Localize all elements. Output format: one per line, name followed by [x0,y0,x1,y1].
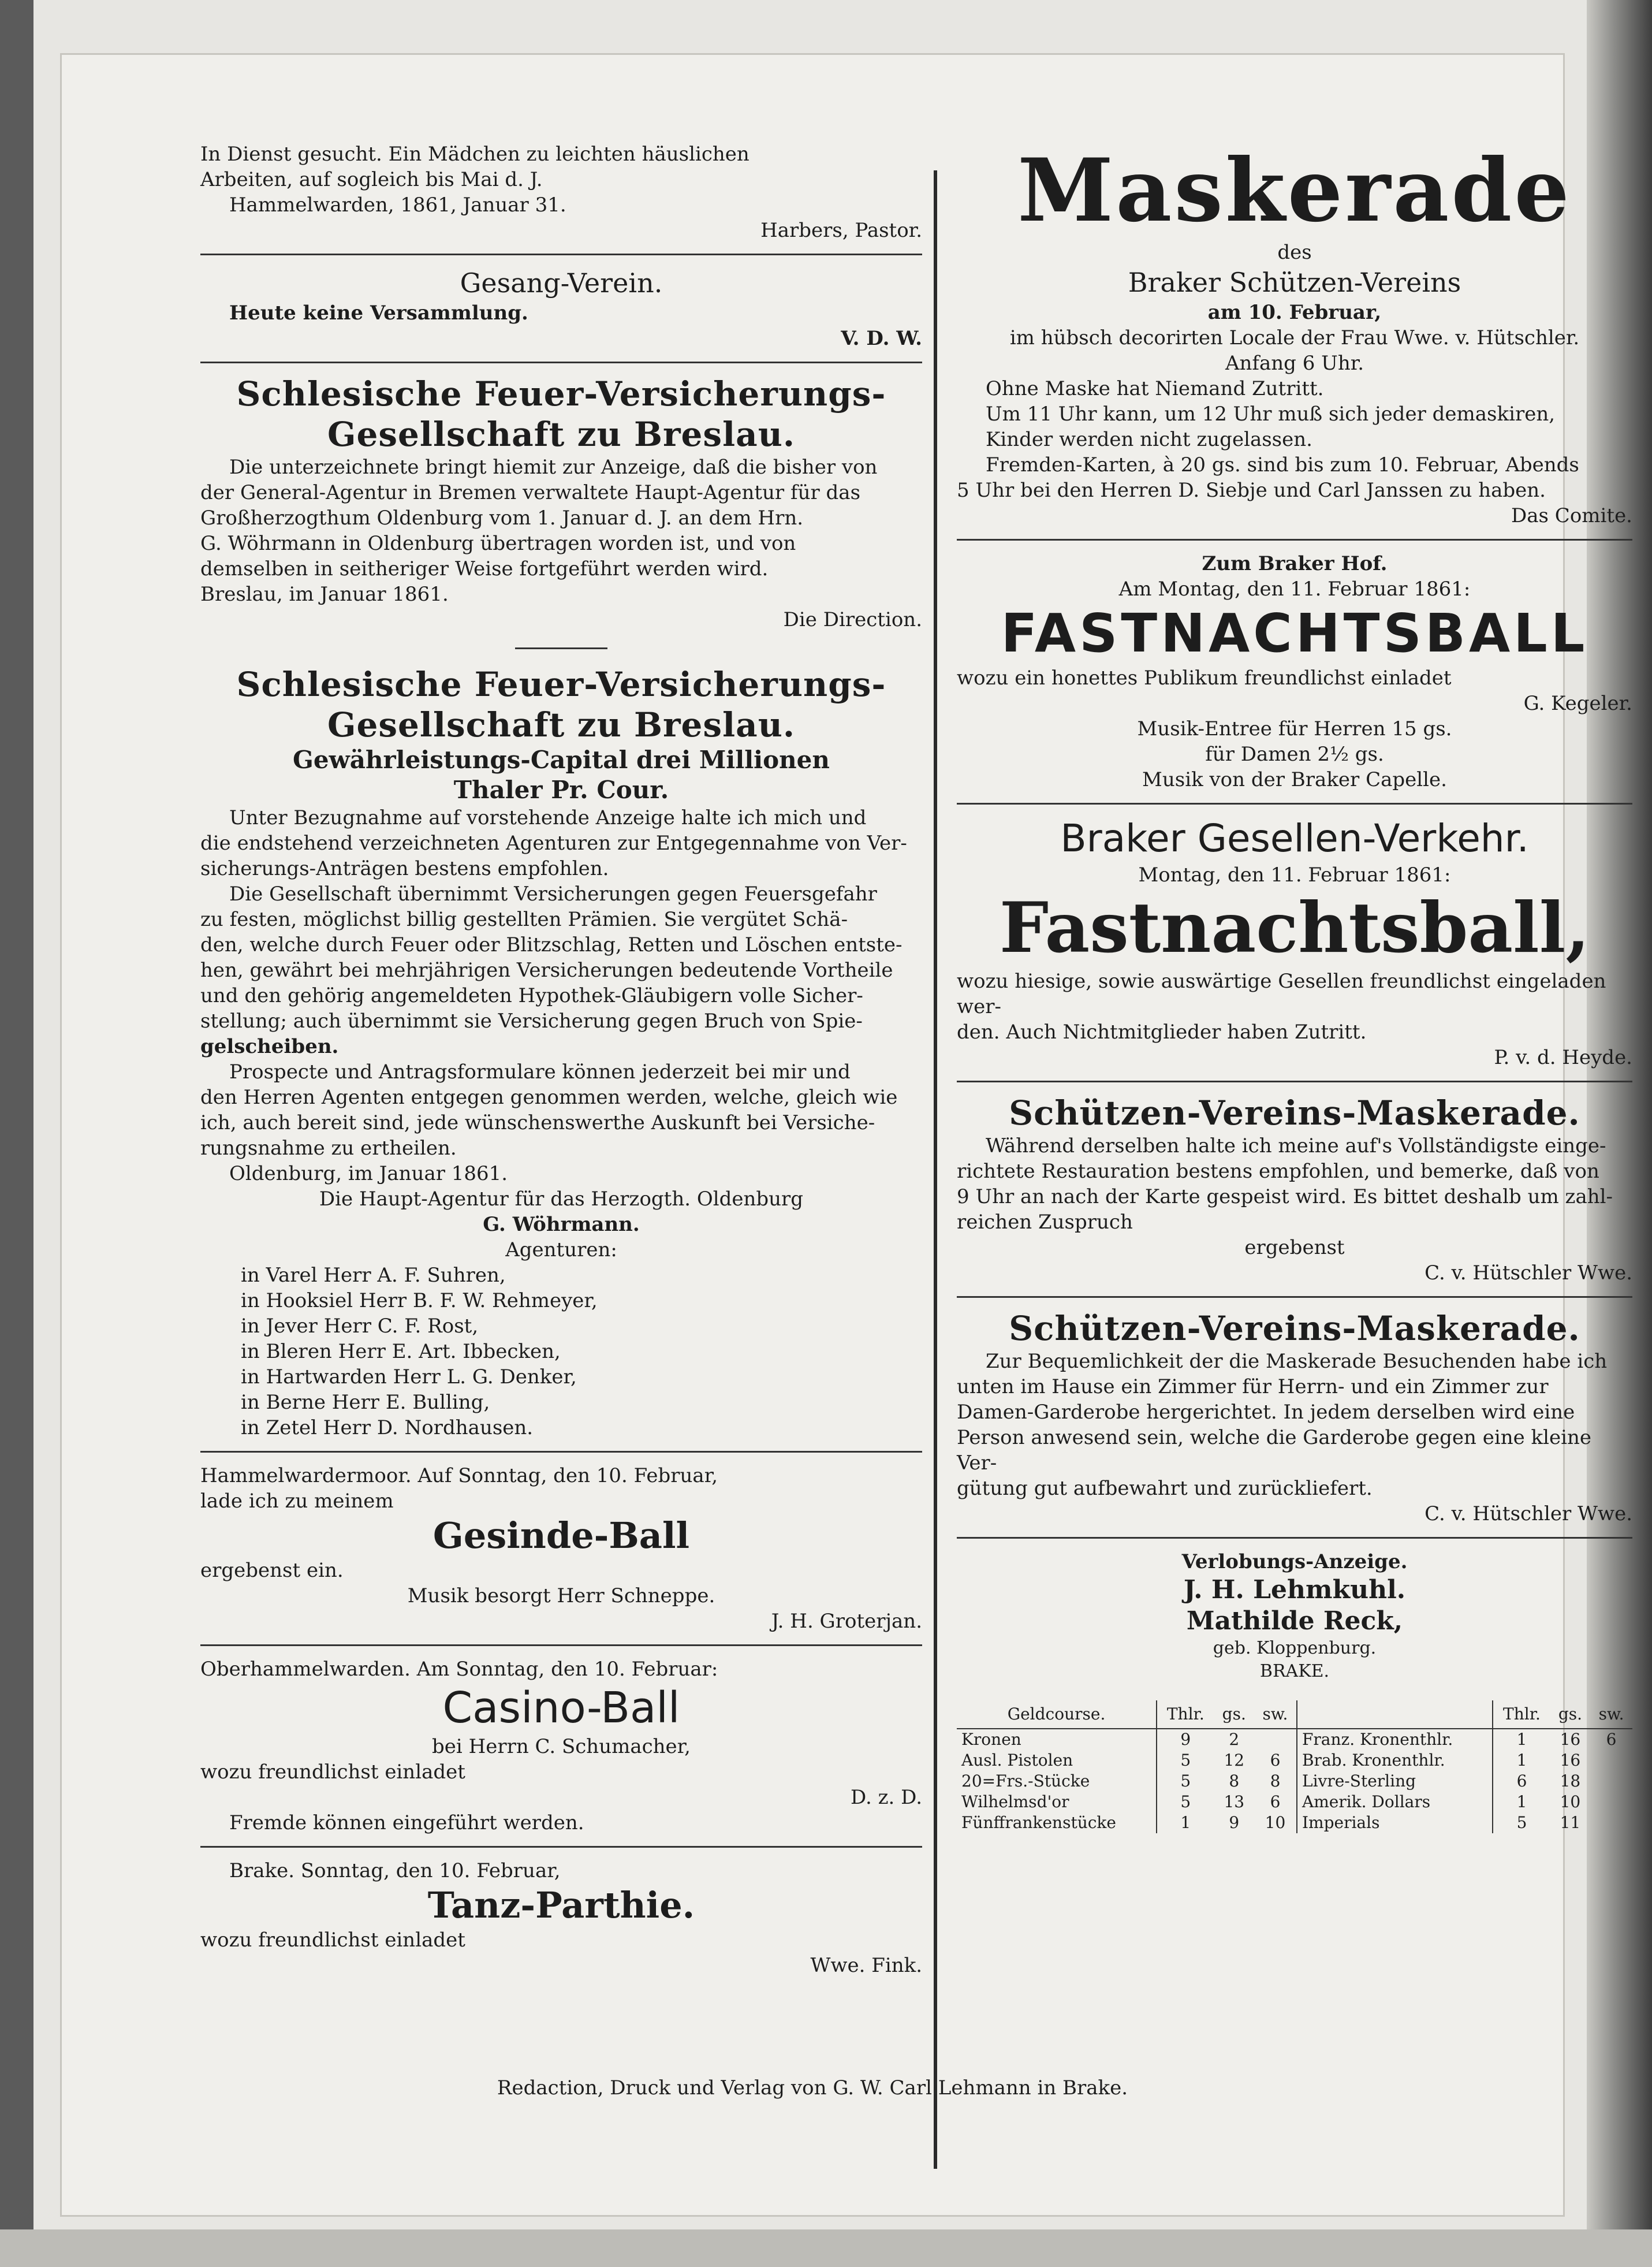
agents-list [200,1263,922,1440]
ad-gesinde-ball [200,1463,922,1634]
text-line: Um 11 Uhr kann, um 12 Uhr muß sich jeder demaskiren, [986,403,1556,426]
ad-title: Verlobungs-Anzeige. [1181,1550,1408,1573]
text-line: reichen Zuspruch [957,1211,1133,1234]
ad-title: Maskerade [1017,140,1572,241]
rule [200,254,922,255]
text-line: In Dienst gesucht. Ein Mädchen zu leichten häuslichen [200,143,749,166]
rule [957,1537,1632,1539]
signature: D. z. D. [850,1786,922,1809]
list-item: in Jever Herr C. F. Rost, [241,1315,479,1338]
rule [200,1644,922,1646]
table-cell: Imperials [1297,1812,1493,1833]
rule [957,539,1632,541]
table-row [957,1792,1632,1812]
footer-imprint: Redaction, Druck und Verlag von G. W. Carl Lehmann in Brake. [497,2076,1128,2100]
text-line: die endstehend verzeichneten Agenturen zur Entgegennahme von Ver- [200,832,907,855]
table-header: Thlr. [1157,1700,1214,1729]
table-cell: 1 [1493,1792,1550,1812]
newspaper-page [60,53,1632,2217]
text-line: sicherungs-Anträgen bestens empfohlen. [200,857,609,880]
table-cell: 5 [1157,1771,1214,1792]
subtitle: Thaler Pr. Cour. [453,776,669,804]
text-line: Hammelwarden, 1861, Januar 31. [229,193,566,217]
text-line: Die Gesellschaft übernimmt Versicherungen gegen Feuersgefahr [229,883,877,906]
table-header: gs. [1214,1700,1254,1729]
signature: Die Direction. [783,608,922,631]
text-line: bei Herrn C. Schumacher, [432,1735,691,1758]
text-line: lade ich zu meinem [200,1490,394,1513]
ad-schlesische-2 [200,664,922,1440]
text-line: im hübsch decorirten Locale der Frau Wwe. v. Hütschler. [1009,326,1580,349]
table-cell: Fünffrankenstücke [961,1813,1116,1832]
text-line: ich, auch bereit sind, jede wünschenswerthe Auskunft bei Versiche- [200,1111,875,1134]
table-cell [1590,1792,1632,1812]
ad-subtitle: Braker Schützen-Vereins [1128,267,1461,298]
table-cell: Kronen [961,1730,1021,1749]
table-cell: 8 [1229,1771,1240,1790]
text-line: den, welche durch Feuer oder Blitzschlag, Retten und Löschen entste- [200,933,903,956]
table-cell: 6 [1270,1751,1281,1770]
signature: C. v. Hütschler Wwe. [1424,1261,1632,1285]
text-line: Oberhammelwarden. Am Sonntag, den 10. Februar: [200,1658,718,1681]
table-header [1297,1700,1493,1729]
ad-title: Casino-Ball [442,1683,680,1733]
text-line: Heute keine Versammlung. [229,301,528,325]
left-column [200,142,922,1983]
table-cell: 6 [1606,1730,1617,1749]
table-header: Thlr. [1493,1700,1550,1729]
ad-casino-ball [200,1656,922,1836]
table-row [957,1729,1632,1750]
table-cell: 5 [1157,1792,1214,1812]
ad-title: Schlesische Feuer-Versicherungs- [236,374,886,414]
text-line: stellung; auch übernimmt sie Versicherung gegen Bruch von Spie- [200,1010,863,1033]
text-line: Musik besorgt Herr Schneppe. [407,1584,715,1607]
text-line: wozu freundlichst einladet [200,1760,465,1784]
table-header: sw. [1254,1700,1297,1729]
rule [957,803,1632,805]
text-line: rungsnahme zu ertheilen. [200,1137,457,1160]
ad-title: Tanz-Parthie. [427,1884,695,1926]
ad-title: Gesellschaft zu Breslau. [327,705,796,745]
list-item: in Bleren Herr E. Art. Ibbecken, [241,1340,561,1363]
table-cell: Wilhelmsd'or [961,1792,1069,1811]
right-column [957,142,1632,1838]
text-line: Prospecte und Antragsformulare können jederzeit bei mir und [229,1060,851,1084]
signature: Das Comite. [1511,504,1632,527]
text-line: zu festen, möglichst billig gestellten Prämien. Sie vergütet Schä- [200,908,848,931]
text-line: Hammelwardermoor. Auf Sonntag, den 10. Februar, [200,1464,718,1487]
table-cell: 10 [1560,1792,1581,1811]
signature: C. v. Hütschler Wwe. [1424,1502,1632,1525]
ad-schlesische-1 [200,374,922,632]
table-cell: 6 [1493,1771,1550,1792]
text-line: 9 Uhr an nach der Karte gespeist wird. Es bittet deshalb um zahl- [957,1185,1613,1208]
table-row [957,1771,1632,1792]
text-line: Montag, den 11. Februar 1861: [1138,863,1451,887]
list-item: in Zetel Herr D. Nordhausen. [241,1416,534,1439]
ad-braker-hof [957,551,1632,792]
table-cell: 5 [1157,1750,1214,1771]
signature: V. D. W. [841,327,922,350]
table-cell [1590,1771,1632,1792]
text-line: Arbeiten, auf sogleich bis Mai d. J. [200,168,543,191]
table-cell [1590,1812,1632,1833]
table-cell: 20=Frs.-Stücke [961,1771,1090,1790]
rule [957,1296,1632,1298]
ad-verlobung [957,1549,1632,1683]
text-line: Breslau, im Januar 1861. [200,583,449,606]
text-line: Oldenburg, im Januar 1861. [229,1162,508,1185]
column-divider [934,170,937,2169]
text-line: richtete Restauration bestens empfohlen, und bemerke, daß von [957,1160,1599,1183]
rates-table [957,1700,1632,1833]
list-item: in Hartwarden Herr L. G. Denker, [241,1365,577,1389]
rule [200,362,922,363]
text-line: Während derselben halte ich meine auf's Vollständigste einge- [986,1134,1606,1157]
text-line: Fremden-Karten, à 20 gs. sind bis zum 10. Februar, Abends [986,453,1579,477]
ad-gesellen [957,815,1632,1070]
ad-dienst [200,142,922,243]
text-line: Anfang 6 Uhr. [1225,352,1364,375]
table-cell: 9 [1157,1729,1214,1750]
table-cell: 9 [1229,1813,1240,1832]
text-line: ergebenst [1244,1236,1345,1259]
table-cell [1254,1729,1297,1750]
text-line: gütung gut aufbewahrt und zurückliefert. [957,1477,1373,1500]
table-cell: 18 [1560,1771,1581,1790]
table-header: sw. [1590,1700,1632,1729]
text-line: Ohne Maske hat Niemand Zutritt. [986,377,1324,400]
text-line: Brake. Sonntag, den 10. Februar, [229,1859,561,1882]
table-cell: Brab. Kronenthlr. [1297,1750,1493,1771]
text-line: 5 Uhr bei den Herren D. Siebje und Carl Janssen zu haben. [957,479,1546,502]
text-line: den. Auch Nichtmitglieder haben Zutritt. [957,1021,1367,1044]
text-line: Musik-Entree für Herren 15 gs. [1137,717,1452,740]
ad-title: Schützen-Vereins-Maskerade. [1009,1309,1580,1348]
signature: Harbers, Pastor. [760,219,922,242]
text-line: Zum Braker Hof. [1202,552,1388,575]
text-line: für Damen 2½ gs. [1205,743,1384,766]
text-line: G. Wöhrmann in Oldenburg übertragen worden ist, und von [200,532,796,555]
text-line: Person anwesend sein, welche die Garderobe gegen eine kleine Ver- [957,1426,1592,1475]
table-cell: Ausl. Pistolen [961,1751,1073,1770]
name: J. H. Lehmkuhl. [1183,1575,1406,1605]
ad-title-large: Fastnachtsball, [999,887,1590,969]
ad-maskerade [957,142,1632,528]
text-line: der General-Agentur in Bremen verwaltete Haupt-Agentur für das [200,481,861,504]
signature: J. H. Groterjan. [771,1610,922,1633]
ad-title: Gesang-Verein. [460,267,663,299]
text-line: Kinder werden nicht zugelassen. [986,428,1312,451]
table-header: Geldcourse. [957,1700,1157,1729]
table-cell [1590,1750,1632,1771]
table-row [957,1750,1632,1771]
ad-schuetzen-2 [957,1308,1632,1527]
ad-title: Schlesische Feuer-Versicherungs- [236,665,886,704]
place: BRAKE. [1259,1661,1330,1681]
ad-schuetzen-1 [957,1093,1632,1286]
signature: G. Wöhrmann. [483,1213,640,1236]
table-cell: 1 [1493,1750,1550,1771]
text-line: Unter Bezugnahme auf vorstehende Anzeige halte ich mich und [229,806,867,829]
rule [957,1081,1632,1082]
text-line: den Herren Agenten entgegen genommen werden, welche, gleich wie [200,1086,898,1109]
list-item: in Berne Herr E. Bulling, [241,1391,490,1414]
table-cell: 1 [1493,1729,1550,1750]
text-line: geb. Kloppenburg. [1213,1638,1377,1658]
text-line: wozu hiesige, sowie auswärtige Gesellen freundlichst eingeladen wer- [957,970,1606,1018]
ad-title: Schützen-Vereins-Maskerade. [1009,1093,1580,1133]
table-cell: 6 [1270,1792,1281,1811]
text-line: Zur Bequemlichkeit der die Maskerade Besuchenden habe ich [986,1350,1608,1373]
table-row [957,1812,1632,1833]
table-cell: 13 [1224,1792,1245,1811]
text-line: gelscheiben. [200,1035,339,1058]
text-line: wozu freundlichst einladet [200,1929,465,1952]
table-cell: 16 [1560,1751,1581,1770]
table-cell: Franz. Kronenthlr. [1297,1729,1493,1750]
scan-bottom [0,2229,1652,2267]
ad-title: Gesinde-Ball [432,1514,690,1557]
signature: Wwe. Fink. [810,1954,922,1977]
list-item: in Varel Herr A. F. Suhren, [241,1264,506,1287]
rule [515,647,607,649]
text-line: wozu ein honettes Publikum freundlichst einladet [957,667,1452,690]
text-line: hen, gewährt bei mehrjährigen Versicherungen bedeutende Vortheile [200,959,893,982]
text-line: Großherzogthum Oldenburg vom 1. Januar d. J. an dem Hrn. [200,507,804,530]
ad-title: FASTNACHTSBALL [1001,602,1588,664]
text-line: Die unterzeichnete bringt hiemit zur Anzeige, daß die bisher von [229,456,878,479]
table-cell: Amerik. Dollars [1297,1792,1493,1812]
text-line: ergebenst ein. [200,1559,344,1582]
table-cell: 8 [1270,1771,1281,1790]
geldcourse-table [957,1700,1632,1833]
table-cell: 10 [1265,1813,1286,1832]
signature: P. v. d. Heyde. [1494,1046,1632,1069]
text-line: Musik von der Braker Capelle. [1142,768,1447,791]
name: Mathilde Reck, [1186,1606,1403,1636]
rule [200,1451,922,1453]
text-line: Die Haupt-Agentur für das Herzogth. Oldenburg [319,1188,804,1211]
text-line: Fremde können eingeführt werden. [229,1811,584,1834]
table-cell: 2 [1229,1730,1240,1749]
ad-title: Braker Gesellen-Verkehr. [1060,816,1529,861]
table-cell: 16 [1560,1730,1581,1749]
table-header: gs. [1550,1700,1590,1729]
ad-gesang [200,266,922,351]
table-cell: 5 [1493,1812,1550,1833]
table-cell: Livre-Sterling [1297,1771,1493,1792]
table-cell: 11 [1560,1813,1581,1832]
agents-title: Agenturen: [505,1238,617,1261]
text-line: und den gehörig angemeldeten Hypothek-Gläubigern volle Sicher- [200,984,863,1007]
signature: G. Kegeler. [1523,692,1632,715]
text-line: des [1277,241,1312,264]
text-line: Am Montag, den 11. Februar 1861: [1118,578,1471,601]
text-line: am 10. Februar, [1207,301,1382,324]
rule [200,1846,922,1848]
ad-tanz-parthie [200,1858,922,1978]
list-item: in Hooksiel Herr B. F. W. Rehmeyer, [241,1289,598,1312]
subtitle: Gewährleistungs-Capital drei Millionen [293,746,830,774]
table-cell: 1 [1157,1812,1214,1833]
ad-title: Gesellschaft zu Breslau. [327,415,796,454]
text-line: Damen-Garderobe hergerichtet. In jedem derselben wird eine [957,1401,1575,1424]
text-line: demselben in seitheriger Weise fortgeführt werden wird. [200,557,769,580]
table-cell: 12 [1224,1751,1245,1770]
text-line: unten im Hause ein Zimmer für Herrn- und ein Zimmer zur [957,1375,1549,1398]
